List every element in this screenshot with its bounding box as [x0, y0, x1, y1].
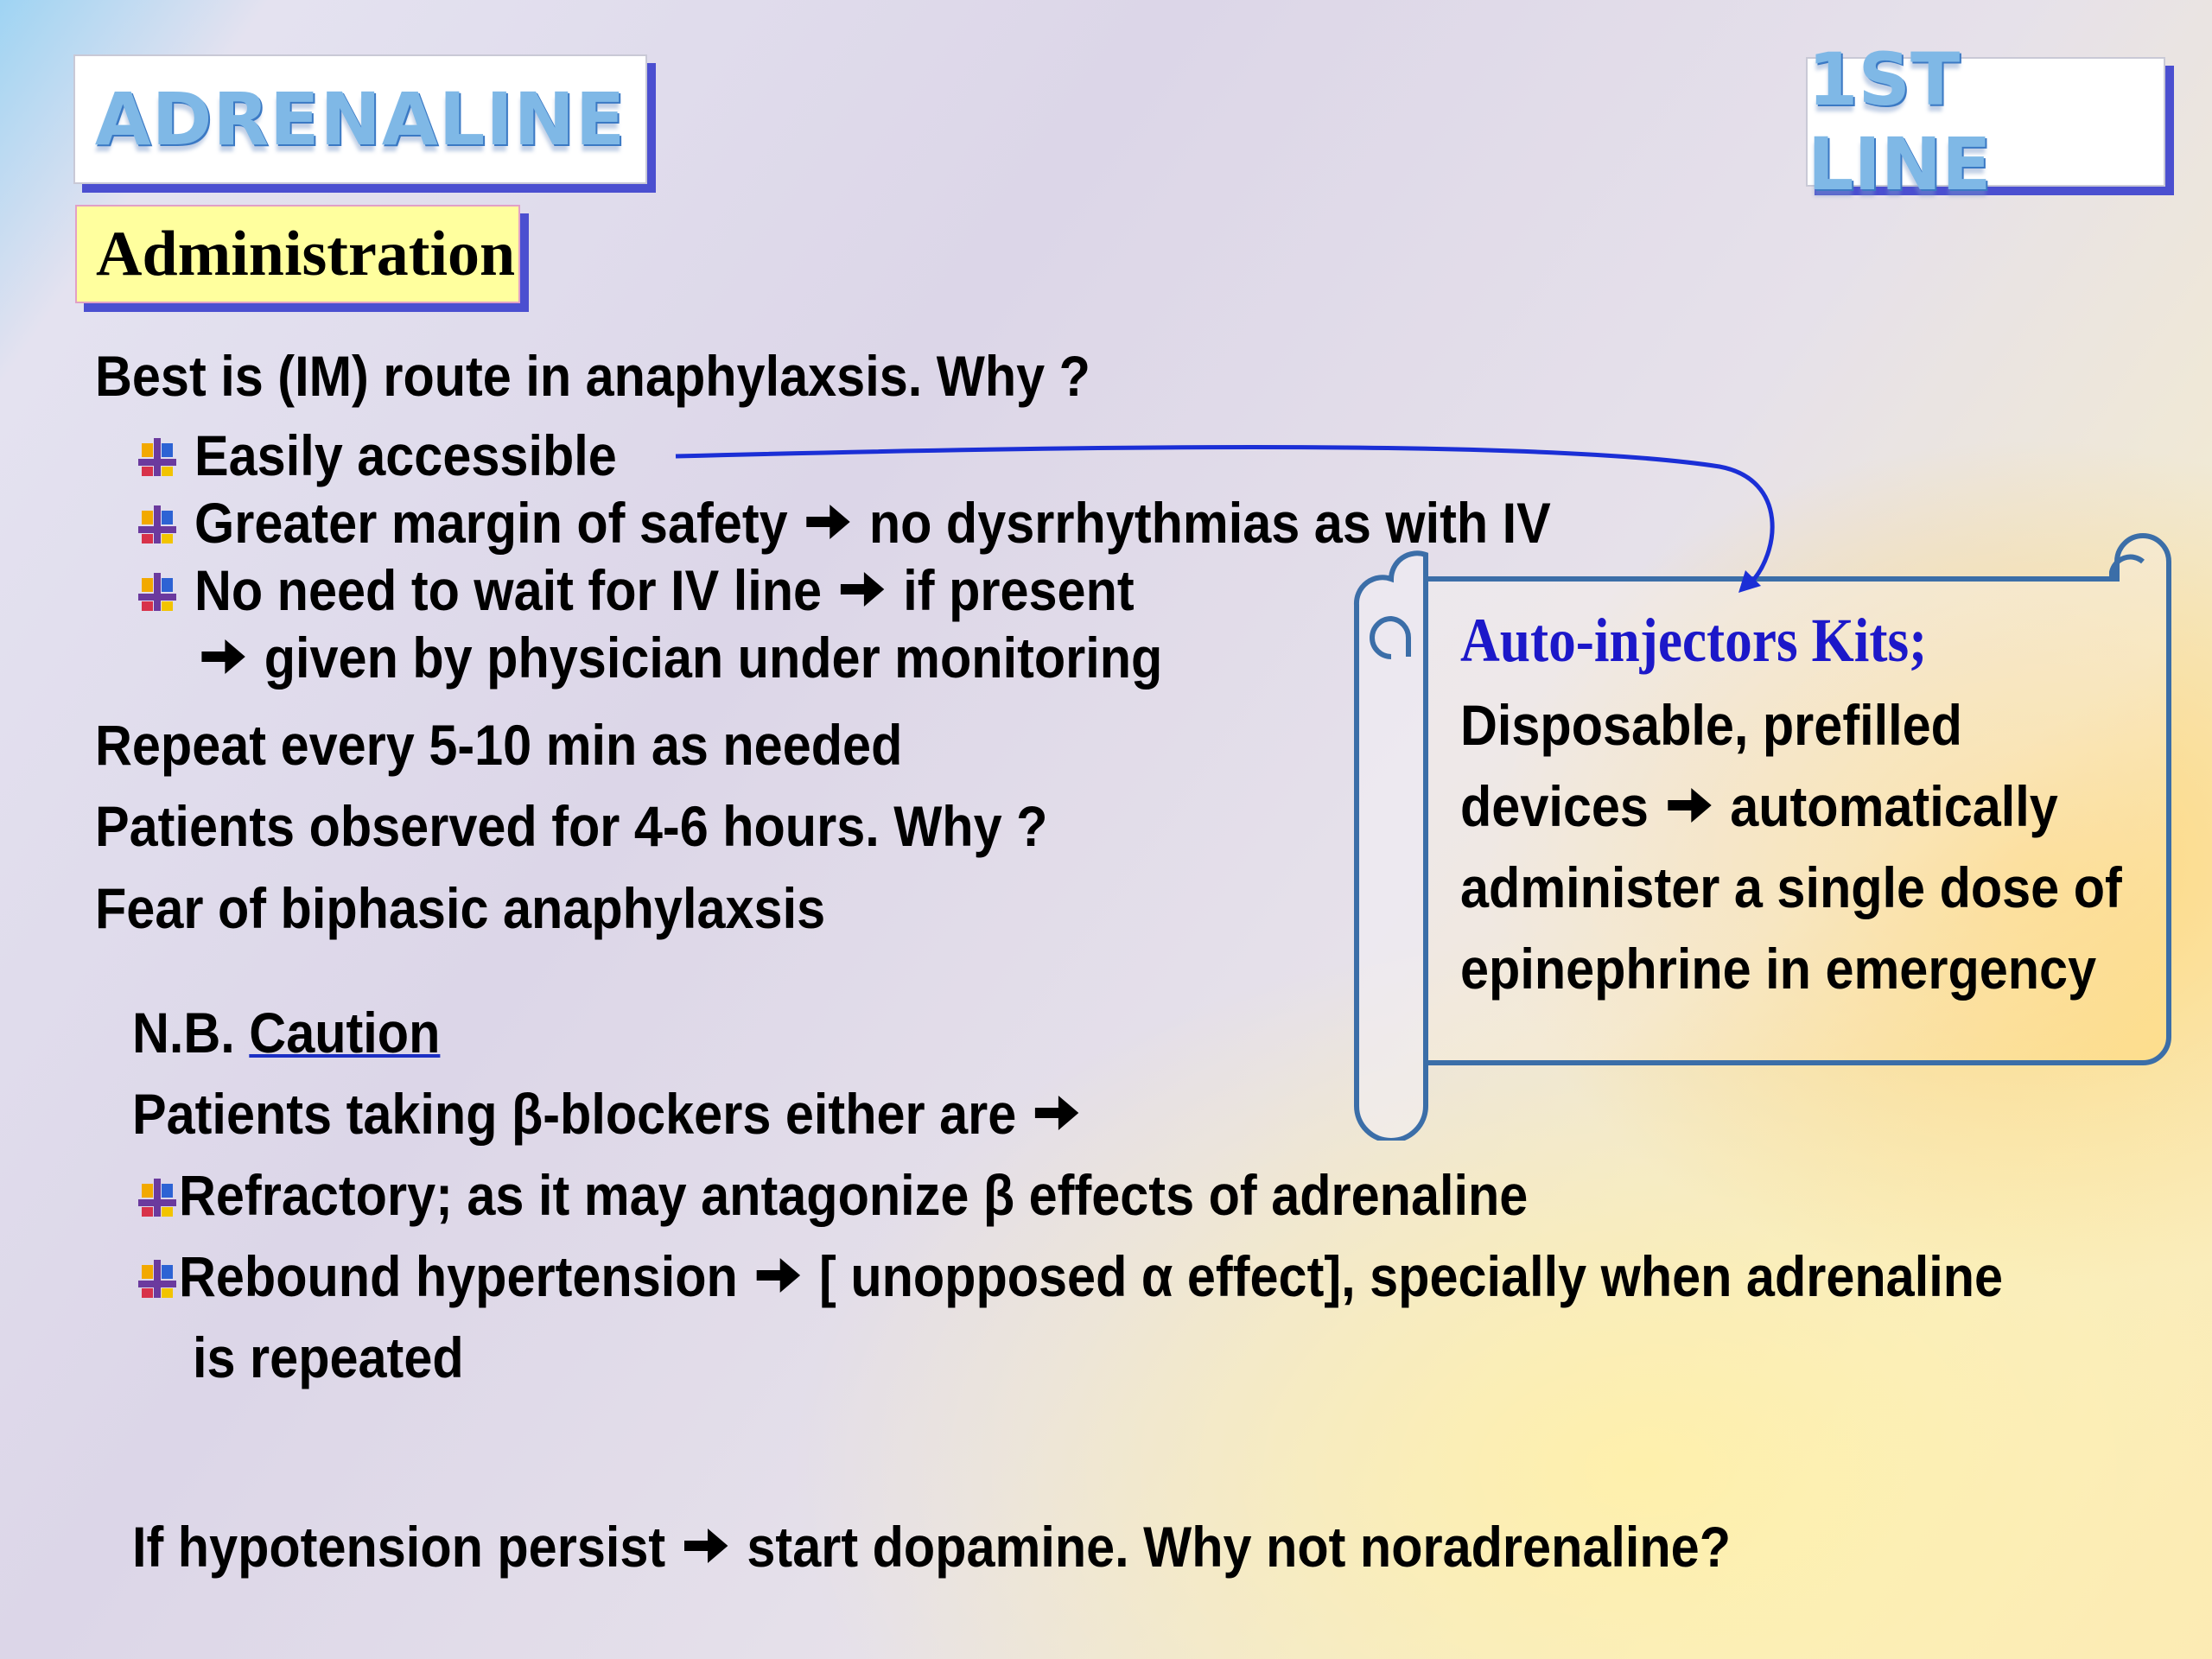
scroll-line-2-post: automatically [1730, 774, 2058, 838]
right-arrow-icon [683, 1525, 729, 1567]
caution-rebound-pre: Rebound hypertension [179, 1244, 738, 1308]
fear-line: Fear of biphasic anaphylaxsis [95, 876, 826, 940]
scroll-line-4: epinephrine in emergency [1460, 937, 2097, 1001]
cross-bullet-icon [137, 504, 178, 545]
bullet-accessible: Easily accessible [194, 423, 617, 487]
line-badge: 1ST LINE [1806, 57, 2165, 187]
right-arrow-icon [755, 1255, 802, 1296]
right-arrow-icon [200, 636, 247, 677]
scroll-title: Auto-injectors Kits; [1460, 606, 1928, 675]
repeat-line: Repeat every 5-10 min as needed [95, 713, 903, 777]
caution-title: Caution [249, 1001, 441, 1065]
caution-item-refractory: Refractory; as it may antagonize β effects of adrenaline [179, 1163, 1529, 1227]
caution-intro [132, 1082, 1084, 1146]
section-label: Administration [75, 205, 520, 303]
scroll-line-2 [1460, 774, 2058, 838]
observe-line: Patients observed for 4-6 hours. Why ? [95, 794, 1048, 858]
connector-arrow [665, 432, 1789, 605]
bullet-safety-pre: Greater margin of safety [194, 491, 788, 555]
caution-rebound-post: [ unopposed α effect], specially when adrenaline [819, 1244, 2004, 1308]
slide-title: ADRENALINE [73, 54, 647, 184]
cross-bullet-icon [137, 571, 178, 613]
caution-intro-text: Patients taking β-blockers either are [132, 1082, 1017, 1146]
bullet-iv-continuation-text: given by physician under monitoring [264, 626, 1163, 690]
bullet-iv-continuation [197, 626, 1163, 690]
route-question: Best is (IM) route in anaphylaxsis. Why ? [95, 344, 1090, 408]
footer-post: start dopamine. Why not noradrenaline? [747, 1515, 1732, 1579]
caution-item-rebound [179, 1244, 2004, 1308]
cross-bullet-icon [137, 436, 178, 478]
cross-bullet-icon [137, 1258, 178, 1300]
right-arrow-icon [1666, 785, 1713, 826]
caution-prefix: N.B. [132, 1001, 235, 1065]
scroll-line-3: administer a single dose of [1460, 855, 2122, 919]
bullet-iv-pre: No need to wait for IV line [194, 558, 823, 622]
caution-heading [132, 1001, 441, 1065]
scroll-line-1: Disposable, prefilled [1460, 693, 1962, 757]
bullet-safety-post: no dysrrhythmias as with IV [868, 491, 1551, 555]
footer-pre: If hypotension persist [132, 1515, 666, 1579]
footer-dopamine [132, 1515, 1732, 1579]
caution-item-continuation: is repeated [193, 1325, 464, 1389]
cross-bullet-icon [137, 1177, 178, 1218]
right-arrow-icon [1033, 1092, 1080, 1134]
scroll-line-2-pre: devices [1460, 774, 1649, 838]
bullet-iv-post: if present [903, 558, 1135, 622]
